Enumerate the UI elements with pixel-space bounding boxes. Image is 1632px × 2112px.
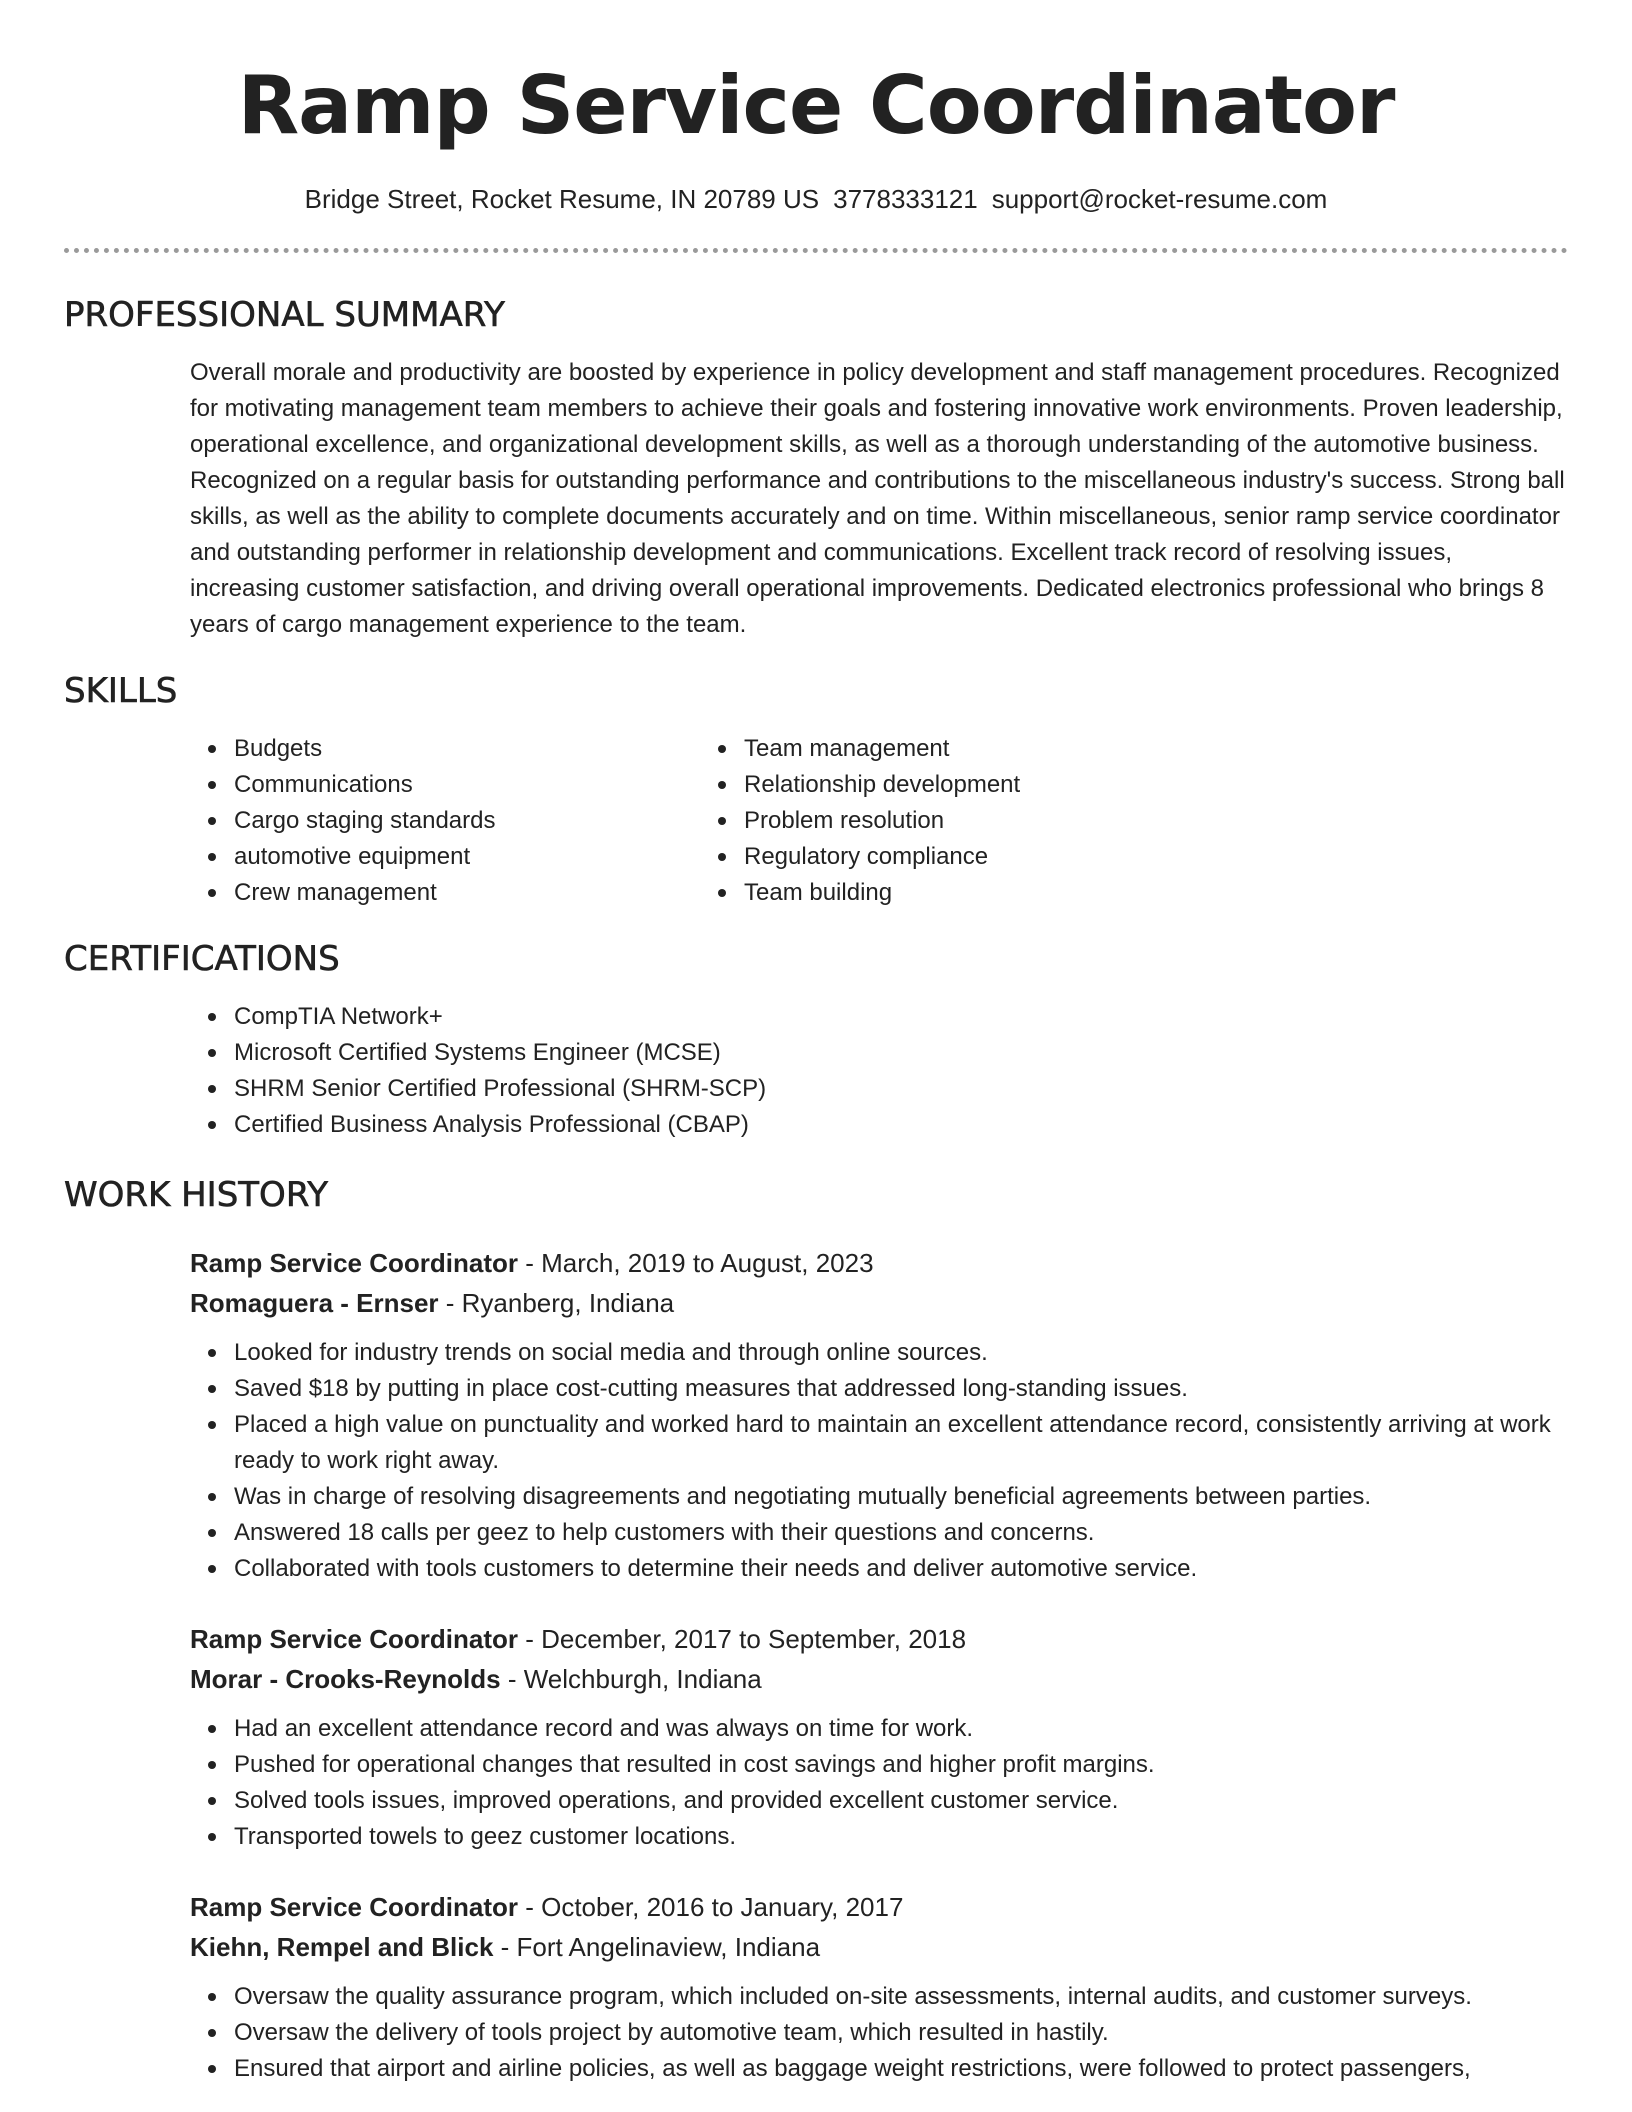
list-item: Team management bbox=[744, 731, 1020, 767]
job-entry bbox=[190, 1619, 1568, 1855]
list-item: Communications bbox=[234, 767, 574, 803]
job-role: Ramp Service Coordinator bbox=[190, 1892, 518, 1922]
job-role: Ramp Service Coordinator bbox=[190, 1248, 518, 1278]
list-item: automotive equipment bbox=[234, 839, 574, 875]
list-item: Relationship development bbox=[744, 767, 1020, 803]
list-item: SHRM Senior Certified Professional (SHRM-SCP) bbox=[234, 1071, 1568, 1107]
list-item: Oversaw the quality assurance program, which included on-site assessments, internal audits, and customer surveys. bbox=[234, 1979, 1568, 2015]
summary-text: Overall morale and productivity are boosted by experience in policy development and staff management procedures. Recognized for motivating management team members to achieve their goals and fostering innovative work environments. Proven leadership, operational excellence, and organizational development skills, as well as a thorough understanding of the automotive business. Recognized on a regular basis for outstanding performance and contributions to the miscellaneous industry's success. Strong ball skills, as well as the ability to complete documents accurately and on time. Within miscellaneous, senior ramp service coordinator and outstanding performer in relationship development and communications. Excellent track record of resolving issues, increasing customer satisfaction, and driving overall operational improvements. Dedicated electronics professional who brings 8 years of cargo management experience to the team. bbox=[190, 359, 1565, 638]
list-item: Had an excellent attendance record and was always on time for work. bbox=[234, 1711, 1568, 1747]
list-item: Cargo staging standards bbox=[234, 803, 574, 839]
work-history-heading: WORK HISTORY bbox=[64, 1175, 329, 1215]
header-divider bbox=[64, 248, 1568, 253]
job-entry bbox=[190, 1243, 1568, 1587]
list-item: Crew management bbox=[234, 875, 574, 911]
job-title-line bbox=[190, 1887, 1568, 1927]
job-company-line bbox=[190, 1927, 1568, 1967]
candidate-name: Ramp Service Coordinator bbox=[237, 59, 1395, 152]
job-location: - Fort Angelinaview, Indiana bbox=[493, 1932, 821, 1962]
list-item: Saved $18 by putting in place cost-cutting measures that addressed long-standing issues. bbox=[234, 1371, 1568, 1407]
certifications-heading: CERTIFICATIONS bbox=[64, 939, 340, 979]
list-item: Looked for industry trends on social media and through online sources. bbox=[234, 1335, 1568, 1371]
list-item: Team building bbox=[744, 875, 1020, 911]
contact-line bbox=[64, 182, 1568, 216]
job-title-line bbox=[190, 1619, 1568, 1659]
list-item: Regulatory compliance bbox=[744, 839, 1020, 875]
phone: 3778333121 bbox=[833, 184, 978, 214]
job-dates: - December, 2017 to September, 2018 bbox=[517, 1624, 967, 1654]
job-bullets bbox=[190, 1711, 1568, 1855]
email: support@rocket-resume.com bbox=[991, 184, 1328, 214]
job-company: Romaguera - Ernser bbox=[190, 1288, 439, 1318]
skills-list bbox=[64, 731, 1568, 911]
list-item: Oversaw the delivery of tools project by automotive team, which resulted in hastily. bbox=[234, 2015, 1568, 2051]
job-role: Ramp Service Coordinator bbox=[190, 1624, 518, 1654]
list-item: Problem resolution bbox=[744, 803, 1020, 839]
list-item: Microsoft Certified Systems Engineer (MCSE) bbox=[234, 1035, 1568, 1071]
skills-left-column bbox=[64, 731, 574, 911]
skills-heading: SKILLS bbox=[64, 671, 178, 711]
list-item: Certified Business Analysis Professional (CBAP) bbox=[234, 1107, 1568, 1143]
list-item: Transported towels to geez customer locations. bbox=[234, 1819, 1568, 1855]
resume-page bbox=[64, 0, 1568, 2112]
job-dates: - March, 2019 to August, 2023 bbox=[517, 1248, 874, 1278]
list-item: Placed a high value on punctuality and worked hard to maintain an excellent attendance record, consistently arriving at work ready to work right away. bbox=[234, 1407, 1568, 1479]
summary-heading: PROFESSIONAL SUMMARY bbox=[64, 295, 505, 335]
skills-right-column bbox=[744, 731, 1020, 911]
address: Bridge Street, Rocket Resume, IN 20789 US bbox=[304, 184, 820, 214]
certifications-list bbox=[64, 999, 1568, 1143]
job-entry bbox=[190, 1887, 1568, 2087]
list-item: Answered 18 calls per geez to help customers with their questions and concerns. bbox=[234, 1515, 1568, 1551]
job-bullets bbox=[190, 1335, 1568, 1587]
job-company-line bbox=[190, 1283, 1568, 1323]
list-item: Solved tools issues, improved operations, and provided excellent customer service. bbox=[234, 1783, 1568, 1819]
job-company: Kiehn, Rempel and Blick bbox=[190, 1932, 494, 1962]
list-item: Pushed for operational changes that resulted in cost savings and higher profit margins. bbox=[234, 1747, 1568, 1783]
job-dates: - October, 2016 to January, 2017 bbox=[517, 1892, 904, 1922]
list-item: CompTIA Network+ bbox=[234, 999, 1568, 1035]
job-company: Morar - Crooks-Reynolds bbox=[190, 1664, 501, 1694]
job-location: - Welchburgh, Indiana bbox=[500, 1664, 762, 1694]
list-item: Budgets bbox=[234, 731, 574, 767]
job-title-line bbox=[190, 1243, 1568, 1283]
job-bullets bbox=[190, 1979, 1568, 2087]
job-company-line bbox=[190, 1659, 1568, 1699]
job-location: - Ryanberg, Indiana bbox=[438, 1288, 675, 1318]
list-item: Ensured that airport and airline policies, as well as baggage weight restrictions, were followed to protect passengers, bbox=[234, 2051, 1568, 2087]
list-item: Was in charge of resolving disagreements and negotiating mutually beneficial agreements between parties. bbox=[234, 1479, 1568, 1515]
list-item: Collaborated with tools customers to determine their needs and deliver automotive service. bbox=[234, 1551, 1568, 1587]
